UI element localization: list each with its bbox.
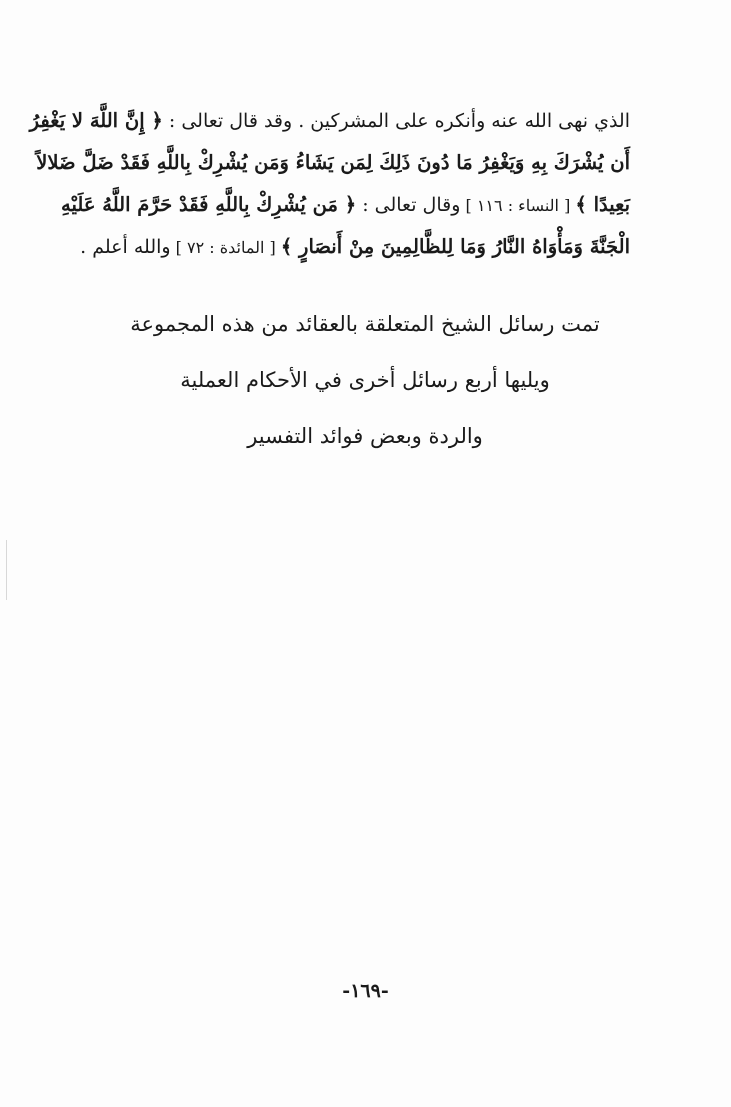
quran-verse-maidah-start: ﴿ مَن يُشْرِكْ بِاللَّهِ فَقَدْ حَرَّمَ اللَّهُ عَلَيْهِ xyxy=(61,193,357,216)
paragraph-line-2 xyxy=(36,142,630,184)
citation-nisa: [ النساء : ١١٦ ] xyxy=(460,196,576,215)
paragraph-line-1 xyxy=(29,100,630,142)
closing-line-2: ويليها أربع رسائل أخرى في الأحكام العملية xyxy=(180,368,550,392)
quran-verse-nisa-end: بَعِيدًا ﴾ xyxy=(575,193,630,216)
paragraph-line-3 xyxy=(61,184,630,226)
closing-line-3: والردة وبعض فوائد التفسير xyxy=(247,424,483,448)
quran-verse-maidah-end: الْجَنَّةَ وَمَأْوَاهُ النَّارُ وَمَا لِلظَّالِمِينَ مِنْ أَنصَارٍ ﴾ xyxy=(280,235,630,258)
line3-mid-text: وقال تعالى : xyxy=(356,194,461,216)
page-number: -١٦٩- xyxy=(342,980,389,1002)
main-paragraph xyxy=(29,100,630,268)
quran-verse-nisa-start: ﴿ إِنَّ اللَّهَ لا يَغْفِرُ xyxy=(29,109,163,132)
scan-edge-mark xyxy=(6,540,7,600)
closing-line-1: تمت رسائل الشيخ المتعلقة بالعقائد من هذه المجموعة xyxy=(130,312,600,336)
citation-maidah: [ المائدة : ٧٢ ] xyxy=(170,238,281,257)
closing-note xyxy=(100,296,630,464)
paragraph-line-4 xyxy=(80,226,630,268)
line1-lead-text: الذي نهى الله عنه وأنكره على المشركين . وقد قال تعالى : xyxy=(162,110,630,132)
line4-tail-text: والله أعلم . xyxy=(80,236,171,258)
quran-verse-nisa-middle: أَن يُشْرَكَ بِهِ وَيَغْفِرُ مَا دُونَ ذَلِكَ لِمَن يَشَاءُ وَمَن يُشْرِكْ بِاللَّهِ فَقَدْ ضَلَّ ضَلالاً xyxy=(36,151,630,174)
